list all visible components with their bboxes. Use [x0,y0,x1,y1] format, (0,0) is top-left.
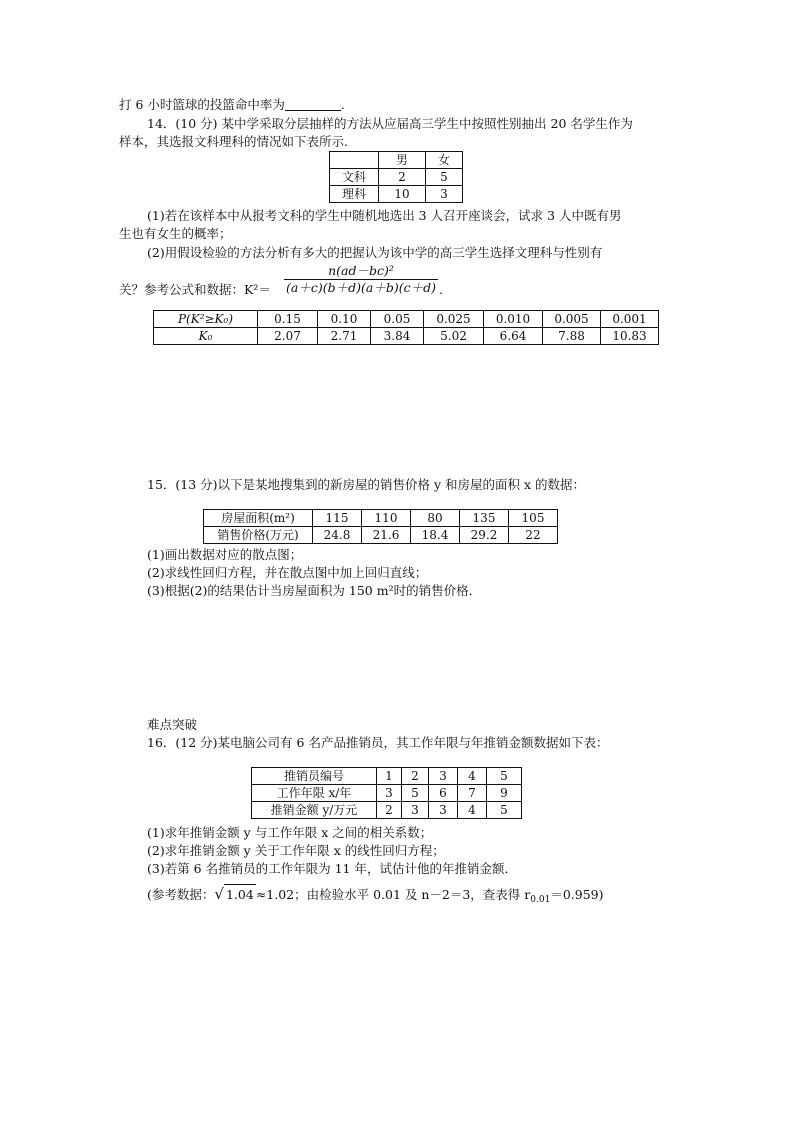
chi-square-critical-table: P(K²≥K₀) 0.15 0.10 0.05 0.025 0.010 0.005 0.001 K₀ 2.07 2.71 3.84 5.02 6.64 7.88 10.83 [153,310,659,345]
q15-part1: (1)画出数据对应的散点图； [147,547,303,562]
q14-line2: 样本，其选报文科理科的情况如下表所示. [119,134,348,149]
q16-part2: (2)求年推销金额 y 关于工作年限 x 的线性回归方程； [147,843,445,858]
q15-house-table: 房屋面积(m²) 115 110 80 135 105 销售价格(万元) 24.8 21.6 18.4 29.2 22 [203,509,558,544]
q15-part3: (3)根据(2)的结果估计当房屋面积为 150 m²时的销售价格． [147,583,482,598]
section-title: 难点突破 [147,717,198,732]
q13-tail-line: 打 6 小时篮球的投篮命中率为 . [119,97,345,112]
formula-end: . [439,282,443,297]
q16-part1: (1)求年推销金额 y 与工作年限 x 之间的相关系数； [147,825,433,840]
chi-square-formula [284,263,438,296]
sqrt-radicand: 1.04 [224,884,256,905]
answer-blank [285,98,341,111]
q16-reference-data: (参考数据：√ 1.04 ≈1.02；由检验水平 0.01 及 n－2＝3，查表得 $r_{0.01}=0.959$) [147,885,604,905]
q16-part3: (3)若第 6 名推销员的工作年限为 11 年，试估计他的年推销金额． [147,861,517,876]
q16-line1: 16．(12 分)某电脑公司有 6 名产品推销员，其工作年限与年推销金额数据如下表： [147,735,609,750]
q16-sales-table: 推销员编号 1 2 3 4 5 工作年限 x/年 3 5 6 7 9 推销金额 y/万元 2 3 3 4 5 [251,767,522,819]
q14-line1: 14．(10 分) 某中学采取分层抽样的方法从应届高三学生中按照性别抽出 20 名学生作为 [147,116,633,131]
formula-denominator: (a＋c)(b＋d)(a＋b)(c＋d) [286,280,436,295]
q14-part1-line1: (1)若在该样本中从报考文科的学生中随机地选出 3 人召开座谈会，试求 3 人中既有男 [147,208,622,223]
q14-part1-line2: 生也有女生的概率； [119,226,232,241]
formula-numerator: n(ad－bc)² [328,263,394,278]
q14-part2-line1: (2)用假设检验的方法分析有多大的把握认为该中学的高三学生选择文理科与性别有 [147,245,603,260]
q15-line1: 15．(13 分)以下是某地搜集到的新房屋的销售价格 y 和房屋的面积 x 的数据： [147,477,586,492]
q14-part2-line2: 关？参考公式和数据：K²＝ [119,282,271,297]
q14-gender-table: 男 女 文科 2 5 理科 10 3 [329,151,463,203]
sqrt-sign: √ [214,885,224,903]
q15-part2: (2)求线性回归方程，并在散点图中加上回归直线； [147,565,428,580]
